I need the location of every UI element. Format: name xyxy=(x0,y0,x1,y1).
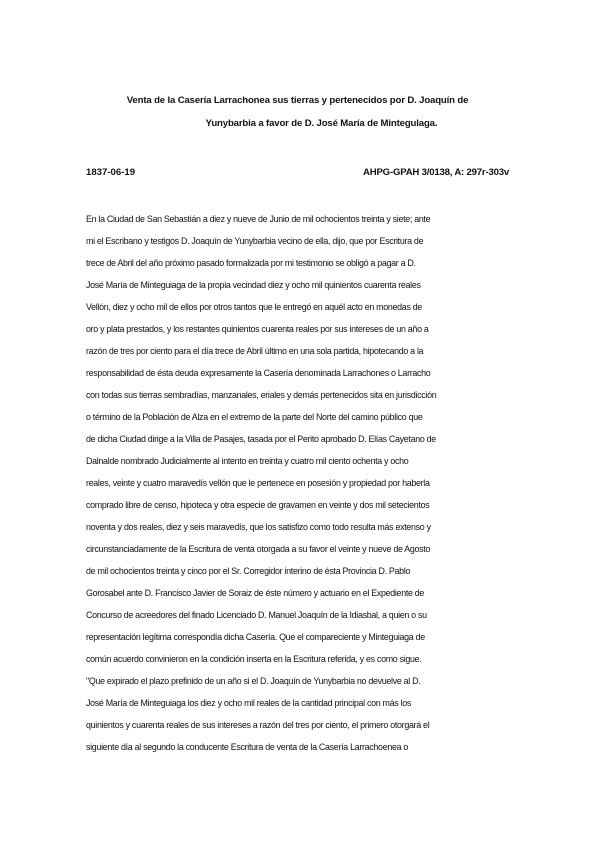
body-line: Gorosabel ante D. Francisco Javier de Soraiz de éste número y actuario en el Expediente de xyxy=(86,588,425,598)
body-line: o término de la Población de Alza en el extremo de la parte del Norte del camino público que xyxy=(86,412,423,422)
body-line: Dalnalde nombrado Judicialmente al intento en treinta y cuatro mil ciento ochenta y ocho xyxy=(86,456,409,466)
body-line: representación legítima correspondía dicha Casería. Que el compareciente y Minteguiaga de xyxy=(86,632,425,642)
body-line: José María de Minteguiaga los diez y ocho mil reales de la cantidad principal con más los xyxy=(86,698,412,708)
body-line: José María de Minteguiaga de la propia vecindad diez y ocho mil quinientos cuarenta reales xyxy=(86,280,421,290)
body-line: Concurso de acreedores del finado Licenciado D. Manuel Joaquín de la Idiasbal, a quien o su xyxy=(86,610,427,620)
body-line: trece de Abril del año próximo pasado formalizada por mi testimonio se obligó a pagar a D. xyxy=(86,258,416,268)
body-line: Vellón, diez y ocho mil de ellos por otros tantos que le entregó en aquél acto en monedas de xyxy=(86,302,423,312)
document-title-line-1: Venta de la Casería Larrachonea sus tierras y pertenecidos por D. Joaquín de xyxy=(126,95,469,106)
body-line: siguiente día al segundo la conducente Escritura de venta de la Casería Larrachoenea o xyxy=(86,742,409,752)
archive-reference: AHPG-GPAH 3/0138, A: 297r-303v xyxy=(363,167,509,178)
body-line: con todas sus tierras sembradías, manzanales, eriales y demás pertenecidos sita en jurisdicción xyxy=(86,390,437,400)
body-line: "Que expirado el plazo prefinido de un año si el D. Joaquín de Yunybarbia no devuelve al D. xyxy=(86,676,421,686)
body-line: noventa y dos reales, diez y seis maravedís, que los satisfizo como todo resulta más extenso y xyxy=(86,522,431,532)
body-line: En la Ciudad de San Sebastián a diez y nueve de Junio de mil ochocientos treinta y siete; ante xyxy=(86,214,431,224)
body-line: comprado libre de censo, hipoteca y otra especie de gravamen en veinte y dos mil setecientos xyxy=(86,500,430,510)
body-line: responsabilidad de ésta deuda expresamente la Casería denominada Larrachones o Larracho xyxy=(86,368,431,378)
body-line: reales, veinte y cuatro maravedís vellón que le pertenece en posesión y propiedad por haberla xyxy=(86,478,430,488)
body-line: mi el Escribano y testigos D. Joaquín de Yunybarbia vecino de ella, dijo, que por Escritura de xyxy=(86,236,424,246)
body-line: razón de tres por ciento para el día trece de Abril último en una sola partida, hipotecando a la xyxy=(86,346,424,356)
body-line: oro y plata prestados, y los restantes quinientos cuarenta reales por sus intereses de un año a xyxy=(86,324,429,334)
document-title-line-2: Yunybarbia a favor de D. José María de Mintegulaga. xyxy=(205,118,438,129)
body-line: quinientos y cuarenta reales de sus intereses a razón del tres por ciento, el primero otorgará el xyxy=(86,720,430,730)
document-date: 1837-06-19 xyxy=(86,167,136,178)
body-line: circunstanciadamente de la Escritura de venta otorgada a su favor el veinte y nueve de Agosto xyxy=(86,544,431,554)
document-body xyxy=(86,208,510,758)
body-line: común acuerdo convinieron en la condición inserta en la Escritura referida, y es como sigue. xyxy=(86,654,422,664)
body-line: de dicha Ciudad dirige a la Villa de Pasajes, tasada por el Perito aprobado D. Elías Cayetano de xyxy=(86,434,436,444)
body-line: de mil ochocientos treinta y cinco por el Sr. Corregidor interino de ésta Provincia D. Pablo xyxy=(86,566,411,576)
